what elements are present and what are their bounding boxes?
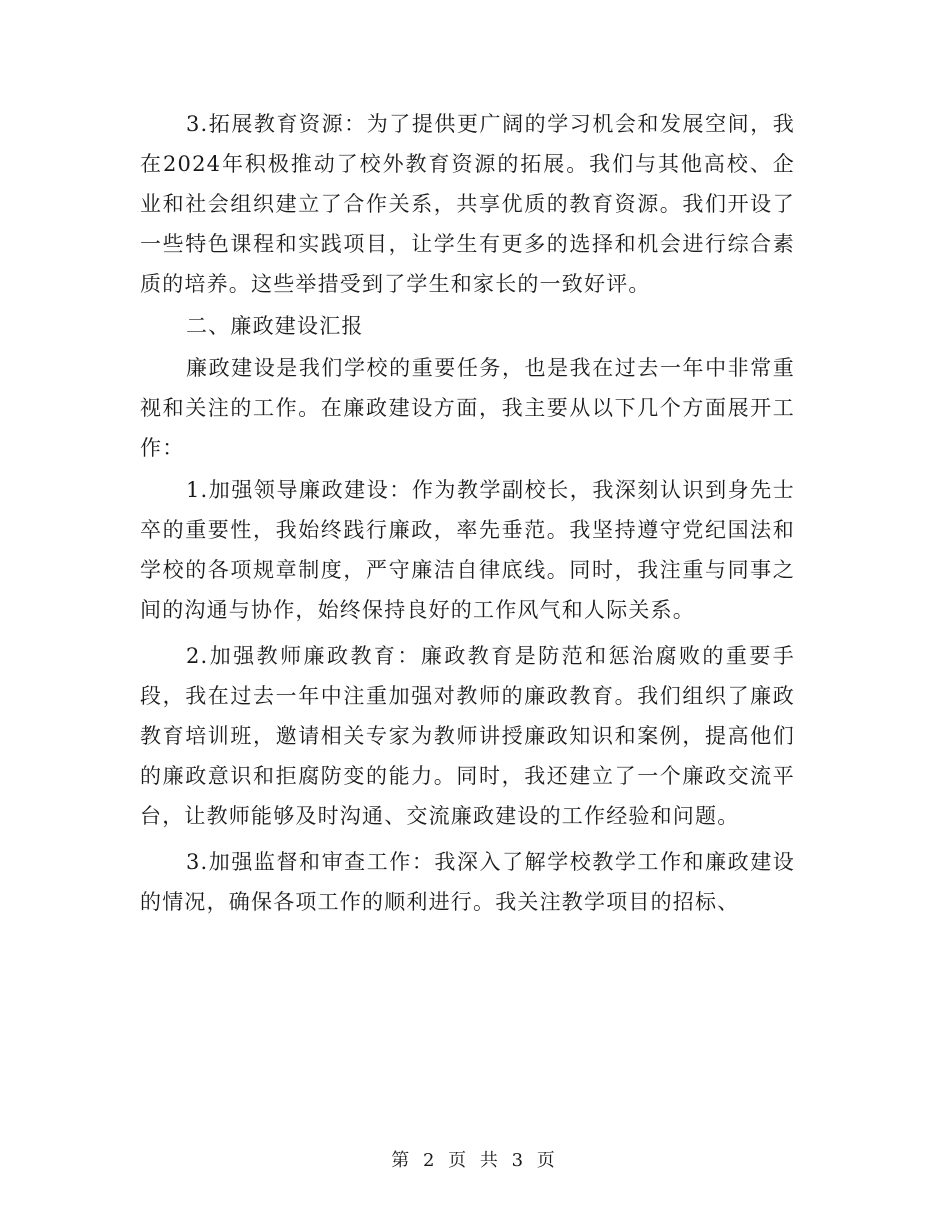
paragraph-supervision: 3.加强监督和审查工作：我深入了解学校教学工作和廉政建设的情况，确保各项工作的顺利进行。我关注教学项目的招标、: [140, 850, 795, 914]
paragraph-leadership-integrity: 1.加强领导廉政建设：作为教学副校长，我深刻认识到身先士卒的重要性，我始终践行廉政，率先垂范。我坚持遵守党纪国法和学校的各项规章制度，严守廉洁自律底线。同时，我注重与同事之间的沟通与协作，始终保持良好的工作风气和人际关系。: [140, 478, 795, 622]
paragraph-integrity-intro: 廉政建设是我们学校的重要任务，也是我在过去一年中非常重视和关注的工作。在廉政建设方面，我主要从以下几个方面展开工作：: [140, 356, 795, 460]
document-body: [140, 104, 795, 922]
section-heading-integrity: 二、廉政建设汇报: [186, 314, 364, 338]
paragraph-expand-resources: 3.拓展教育资源：为了提供更广阔的学习机会和发展空间，我在2024年积极推动了校外教育资源的拓展。我们与其他高校、企业和社会组织建立了合作关系，共享优质的教育资源。我们开设了一些特色课程和实践项目，让学生有更多的选择和机会进行综合素质的培养。这些举措受到了学生和家长的一致好评。: [140, 112, 795, 296]
page-number-footer: 第 2 页 共 3 页: [391, 1150, 559, 1171]
paragraph-teacher-education: 2.加强教师廉政教育：廉政教育是防范和惩治腐败的重要手段，我在过去一年中注重加强对教师的廉政教育。我们组织了廉政教育培训班，邀请相关专家为教师讲授廉政知识和案例，提高他们的廉政意识和拒腐防变的能力。同时，我还建立了一个廉政交流平台，让教师能够及时沟通、交流廉政建设的工作经验和问题。: [140, 644, 795, 828]
